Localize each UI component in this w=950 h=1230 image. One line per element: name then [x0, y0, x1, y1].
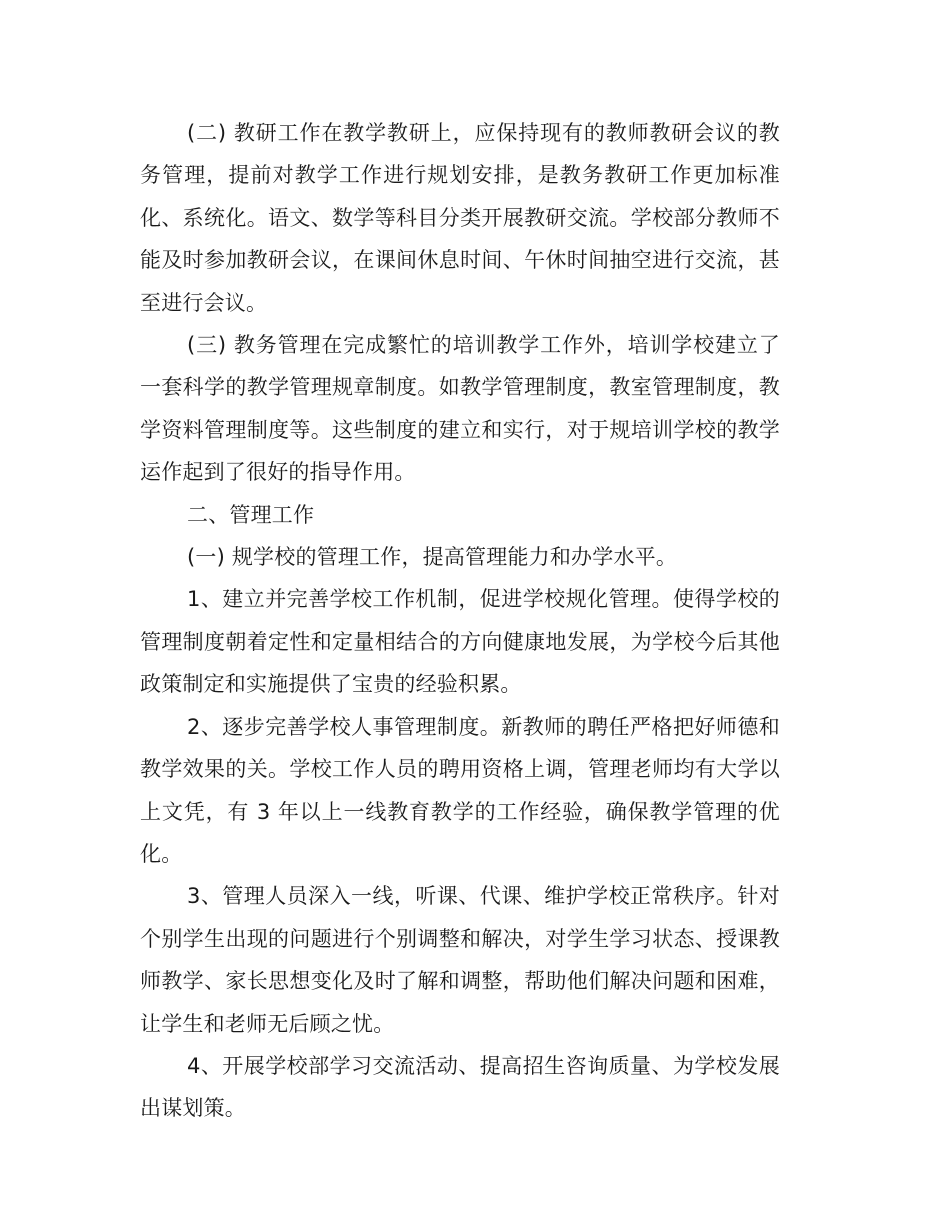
document-body — [140, 112, 780, 1130]
list-item-3: 3、管理人员深入一线，听课、代课、维护学校正常秩序。针对个别学生出现的问题进行个别调整和解决，对学生学习状态、授课教师教学、家长思想变化及时了解和调整，帮助他们解决问题和困难，让学生和老师无后顾之忧。 — [140, 884, 780, 1036]
paragraph-research-work: (二) 教研工作在教学教研上，应保持现有的教师教研会议的教务管理，提前对教学工作进行规划安排，是教务教研工作更加标准化、系统化。语文、数学等科目分类开展教研交流。学校部分教师不能及时参加教研会议，在课间休息时间、午休时间抽空进行交流，甚至进行会议。 — [140, 121, 780, 315]
section-heading-management: 二、管理工作 — [187, 502, 315, 527]
list-item-2: 2、逐步完善学校人事管理制度。新教师的聘任严格把好师德和教学效果的关。学校工作人员的聘用资格上调，管理老师均有大学以上文凭，有 3 年以上一线教育教学的工作经验，确保教学管理的优化。 — [140, 714, 780, 866]
list-item-1: 1、建立并完善学校工作机制，促进学校规化管理。使得学校的管理制度朝着定性和定量相结合的方向健康地发展，为学校今后其他政策制定和实施提供了宝贵的经验积累。 — [140, 587, 780, 697]
list-item-4: 4、开展学校部学习交流活动、提高招生咨询质量、为学校发展出谋划策。 — [140, 1053, 780, 1121]
paragraph-management-overview: (一) 规学校的管理工作，提高管理能力和办学水平。 — [187, 545, 678, 570]
paragraph-academic-management: (三) 教务管理在完成繁忙的培训教学工作外，培训学校建立了一套科学的教学管理规章制度。如教学管理制度，教室管理制度，教学资料管理制度等。这些制度的建立和实行，对于规培训学校的教学运作起到了很好的指导作用。 — [140, 333, 780, 485]
